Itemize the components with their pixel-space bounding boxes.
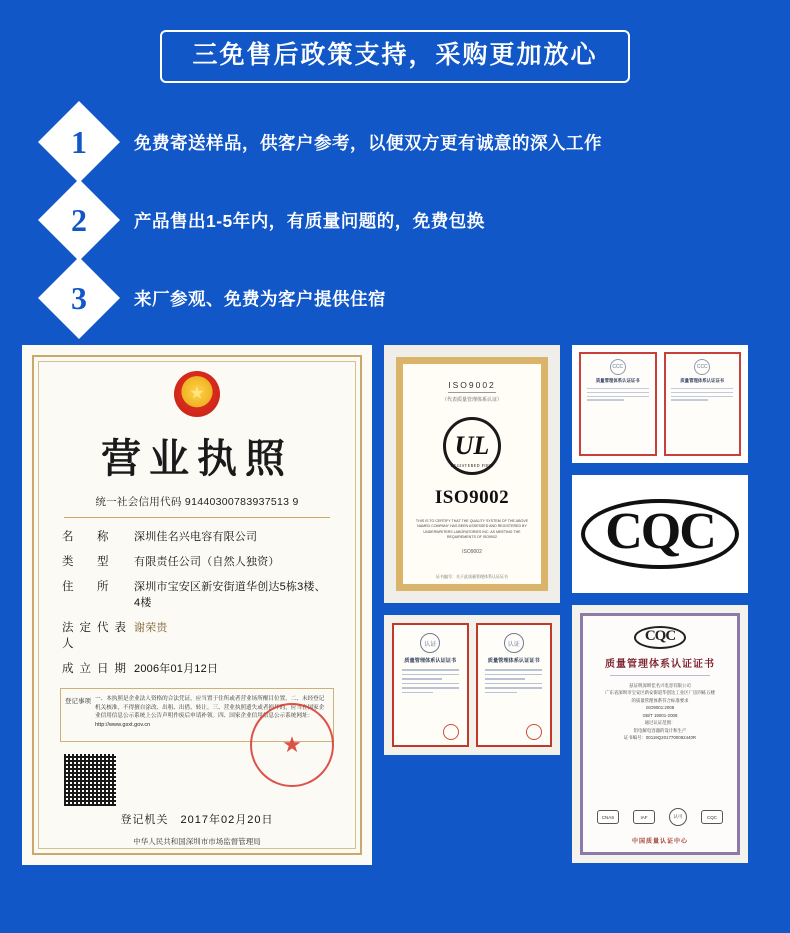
body-line: 兹证明深圳佳名兴电容有限公司 — [629, 683, 691, 688]
header-banner — [0, 0, 790, 83]
license-notes-label: 登记事项 — [65, 698, 91, 705]
list-item — [50, 265, 790, 331]
iso9001-title: 质量管理体系认证证书 — [605, 659, 715, 670]
certificates-column-middle — [384, 345, 560, 865]
iaf-mark-icon: IAF — [633, 810, 655, 824]
license-credit-code: 统一社会信用代码 91440300783937513 9 — [95, 496, 299, 508]
number-badge-1 — [38, 101, 120, 183]
table-row — [62, 578, 332, 610]
iso-footer-text: 证书编号：关于此质量管理体系认证证书 — [436, 574, 508, 579]
certification-seal-icon: 认证 — [504, 633, 524, 653]
double-certificate-right — [664, 352, 742, 456]
field-label: 类 型 — [62, 556, 115, 568]
body-line: 的质量管理体系符合标准要求 — [631, 697, 689, 703]
ul-mark-label: UL — [454, 431, 490, 460]
iso-frame — [396, 357, 548, 591]
business-license-image — [22, 345, 372, 865]
license-frame — [32, 355, 362, 855]
double-certificate-title: 质量管理体系认证证书 — [595, 378, 640, 383]
cqc-logo-icon: CQC — [581, 499, 739, 570]
cqc-logo-icon: CQC — [634, 626, 686, 649]
table-row — [62, 553, 332, 569]
iso-standard-name: ISO9002 — [434, 487, 510, 508]
double-certificate-title: 质量管理体系认证证书 — [680, 378, 725, 383]
policy-points-list — [0, 109, 790, 331]
field-label: 成立日期 — [62, 663, 132, 675]
point-text: 免费寄送样品，供客户参考，以便双方更有诚意的深入工作 — [134, 132, 602, 153]
iso9001-issuer: 中国质量认证中心 — [631, 839, 688, 845]
field-label: 名 称 — [62, 531, 115, 543]
red-stamp-icon — [443, 724, 459, 740]
license-authority: 中华人民共和国深圳市市场监督管理局 — [133, 837, 261, 846]
mini-certificate-left — [392, 623, 469, 747]
accreditation-marks — [583, 808, 737, 826]
double-certificate-image — [572, 345, 748, 463]
header-title: 三免售后政策支持，采购更加放心 — [160, 30, 629, 83]
point-text: 来厂参观、免费为客户提供住宿 — [134, 288, 386, 309]
point-text: 产品售出1-5年内，有质量问题的，免费包换 — [134, 210, 485, 231]
certificates-column-right — [572, 345, 748, 865]
field-value: 深圳佳名兴电容有限公司 — [134, 531, 258, 543]
text-lines-placeholder — [587, 388, 649, 403]
table-row — [62, 619, 332, 651]
double-certificate-left — [579, 352, 657, 456]
certificates-column-left — [22, 345, 372, 865]
body-line: GB/T 19001-2008 — [642, 712, 678, 718]
cnas-mark-icon: CNAS — [597, 810, 619, 824]
mini-certificate-right — [476, 623, 553, 747]
cqc-mark-icon: CQC — [701, 810, 723, 824]
ul-mark-icon — [443, 417, 501, 475]
field-value: 深圳市宝安区新安街道华创达5栋3楼、4楼 — [134, 581, 326, 609]
field-value: 2006年01月12日 — [134, 663, 219, 675]
license-notes-text: 一、本执照是企业法人资格的合法凭证，应当置于住所或者营业场所醒目位置。二、未经登记机关核准，不得擅自涂改、出租、出借、转让。三、营业执照遗失或者损坏的，应当在国家企业信用信息公示系统上公告声明作废后申请补领。四、国家企业信用信息公示系统网址：http://www.gsxt.gov.cn — [95, 696, 325, 728]
iso9001-certificate-image — [572, 605, 748, 863]
number-badge-label: 1 — [71, 124, 87, 160]
cqc-logo-image — [572, 475, 748, 593]
field-label: 法定代表人 — [62, 622, 132, 650]
iso9002-certificate-image — [384, 345, 560, 603]
number-badge-3 — [38, 257, 120, 339]
mini-certificate-title: 质量管理体系认证证书 — [404, 658, 457, 664]
text-lines-placeholder — [485, 669, 542, 696]
national-emblem-icon — [174, 371, 220, 417]
body-line: ISO9001:2008 — [645, 705, 675, 711]
iso-header-text: ISO9002 — [448, 380, 496, 393]
text-lines-placeholder — [402, 669, 459, 696]
field-value: 有限责任公司（自然人独资） — [134, 556, 280, 568]
iso-code: ISO9002 — [462, 548, 482, 555]
text-lines-placeholder — [671, 388, 733, 403]
number-badge-2 — [38, 179, 120, 261]
license-fields — [48, 528, 346, 676]
license-qr-code-icon — [64, 754, 116, 806]
red-stamp-icon — [526, 724, 542, 740]
iso-subtitle: （代表质量管理体系认证） — [441, 397, 502, 403]
mini-certificate-title: 质量管理体系认证证书 — [487, 658, 540, 664]
table-row — [62, 528, 332, 544]
number-badge-label: 3 — [71, 280, 87, 316]
certification-seal-icon: 认证 — [420, 633, 440, 653]
number-badge-label: 2 — [71, 202, 87, 238]
iso9001-body-text — [602, 682, 718, 742]
license-issuer: 登记机关 2017年02月20日 — [120, 814, 274, 826]
twin-certificates-image — [384, 615, 560, 755]
registration-seal-icon — [250, 703, 334, 787]
iso-body-text: THIS IS TO CERTIFY THAT THE QUALITY SYSTEM OF THE ABOVE NAMED COMPANY HAS BEEN ASSESSED AND REGISTERED BY UNDERWRITERS LABORATORIES INC. AS MEETING THE REQUIREMENTS OF ISO9002 — [415, 519, 529, 540]
certification-seal-icon: CCC — [610, 359, 626, 375]
iso9001-cert-no: 证书编号：00119Q2017700092440R — [623, 735, 697, 741]
divider — [64, 517, 330, 518]
certificates-gallery — [0, 345, 790, 865]
iso9001-frame — [580, 613, 740, 855]
divider — [610, 675, 709, 676]
table-row — [62, 660, 332, 676]
certification-seal-icon: CCC — [694, 359, 710, 375]
license-title: 营业执照 — [101, 436, 293, 481]
body-line: 铝电解电容器的设计和生产 — [633, 727, 687, 733]
field-value: 谢荣贵 — [134, 622, 168, 634]
ul-mark-sublabel: REGISTERED FIRM — [450, 463, 494, 468]
list-item — [50, 109, 790, 175]
list-item — [50, 187, 790, 253]
body-line: 广东省深圳市宝安区新安街道华创达工业区厂房四栋五楼 — [605, 690, 715, 696]
field-label: 住 所 — [62, 581, 115, 593]
accreditation-mark-icon: 认可 — [669, 808, 687, 826]
body-line: 通过认证范围： — [644, 720, 676, 726]
